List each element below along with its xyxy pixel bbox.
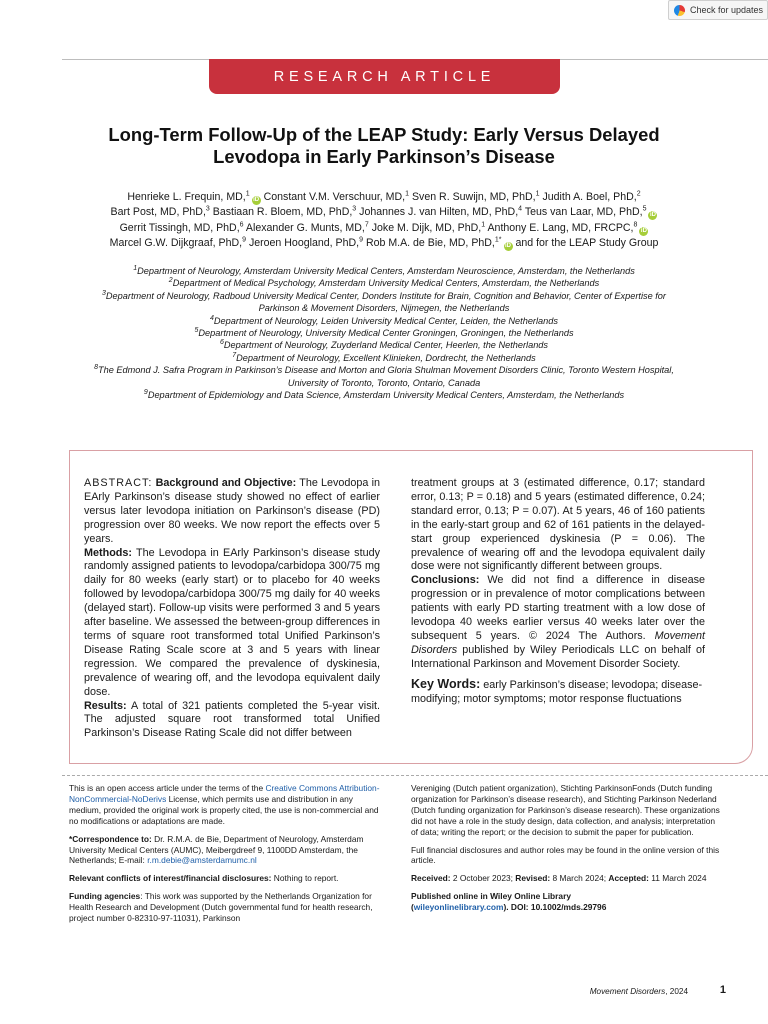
author: Sven R. Suwijn, MD, PhD, [411, 191, 536, 203]
correspondence-heading: *Correspondence to: [69, 833, 152, 844]
check-for-updates-label: Check for updates [690, 5, 764, 15]
conflicts [69, 873, 381, 884]
abstract-background [84, 477, 380, 547]
article-type-banner [209, 59, 560, 94]
conflicts-text: Nothing to report. [273, 873, 339, 884]
publication-info: Published online in Wiley Online Library (wileyonlinelibrary.com). DOI: 10.1002/mds.29796 [411, 891, 607, 913]
author-affil-sup: 3 [352, 205, 357, 213]
methods-text: The Levodopa in EArly Parkinson’s disease study randomly assigned patients to levodopa/carbidopa 300/75 mg daily for 80 weeks (early start) or to placebo for 40 weeks followed by levodopa/carbidopa 300/75 mg daily for 40 weeks (delayed start). Follow-up visits were performed 3 and 5 years after baseline. We assessed the between-group differences in terms of square root transformed total Unified Parkinson’s Disease Rating Scale score at 3 and 5 years with linear regression. We compared the prevalence of dyskinesia, prevalence of wearing off, and the levodopa equivalent daily dose. [84, 546, 380, 698]
page-title [80, 124, 688, 168]
published-text: Published online in Wiley Online Library [411, 891, 572, 902]
affiliation [40, 290, 728, 315]
methods-heading: Methods: [84, 546, 132, 559]
disclosures-note: Full financial disclosures and author roles may be found in the online version of this article. [411, 844, 720, 866]
abstract-right-column [411, 477, 705, 707]
author-affil-sup: 1 [405, 190, 410, 198]
affiliation [40, 327, 728, 339]
affil-text: Department of Neurology, Zuyderland Medical Center, Heerlen, the Netherlands [223, 340, 549, 351]
author: Henrieke L. Frequin, MD, [127, 191, 246, 203]
affil-text: The Edmond J. Safra Program in Parkinson’s Disease and Morton and Gloria Shulman Movement Disorders Clinic, Toronto Western Hospital, [98, 365, 674, 376]
abstract-results [84, 700, 380, 742]
author: Judith A. Boel, PhD, [542, 191, 637, 203]
page-number: 1 [719, 984, 726, 996]
author: Alexander G. Munts, MD, [245, 221, 365, 234]
affil-number: 4 [210, 314, 214, 322]
funding-continued: Vereniging (Dutch patient organization), Stichting ParkinsonFonds (Dutch funding organization for Parkinson’s disease research), and Stichting Parkinson Nederland (Dutch funding organization for Parkinson’s disease research). These organizations did not have a role in the study design, data collection, and analysis; interpretation of data; writing the report; or the decision to submit the paper for publication. [411, 783, 720, 837]
author: Bastiaan R. Bloem, MD, PhD, [212, 206, 353, 219]
affiliation [40, 389, 728, 401]
funding [69, 891, 381, 924]
keywords [411, 678, 705, 707]
affil-text: Department of Neurology, Amsterdam University Medical Centers, Amsterdam Neuroscience, Amsterdam, the Netherlands [137, 266, 635, 276]
affil-text: Department of Medical Psychology, Amsterdam University Medical Centers, Amsterdam, the Netherlands [172, 278, 600, 289]
abstract-left-column [84, 477, 380, 741]
author-affil-sup: 6 [239, 221, 244, 229]
orcid-icon[interactable]: iD [649, 212, 656, 219]
footer-year: , 2024 [665, 987, 688, 996]
author-affil-sup: 1 [481, 221, 486, 229]
background-heading: Background and Objective: [155, 477, 297, 489]
author-affil-sup: 1 [535, 190, 540, 198]
author-affil-sup: 4 [518, 205, 523, 213]
abstract-results-cont: treatment groups at 3 (estimated difference, 0.17; standard error, 0.13; P = 0.18) and 5 years (estimated difference, 0.24; standard error, 0.13; P = 0.07). At 5 years, 46 of 160 patients in the early-start group and 62 of 161 patients in the delayed-start group experienced dyskinesia (P = 0.06). The prevalence of wearing off and the levodopa equivalent daily dose were not significantly different between groups. [411, 477, 705, 573]
footer-journal: Movement Disorders [589, 987, 666, 996]
affil-text: Department of Neurology, Leiden University Medical Center, Leiden, the Netherlands [213, 315, 558, 326]
conclusions-heading: Conclusions: [411, 574, 480, 587]
affil-number: 8 [94, 364, 99, 372]
author-affil-sup: 9 [242, 236, 246, 244]
orcid-icon[interactable]: iD [253, 197, 260, 203]
author-affil-sup: 1* [494, 236, 502, 244]
crossmark-icon [674, 5, 685, 16]
affiliation [40, 315, 728, 327]
author: Constant V.M. Verschuur, MD, [263, 191, 406, 203]
journal-name: Movement Disorders [411, 629, 706, 656]
affil-number: 3 [102, 289, 106, 297]
author: Jeroen Hoogland, PhD, [248, 236, 360, 249]
results-heading: Results: [84, 699, 127, 712]
revised-date: 8 March 2024; [552, 873, 607, 884]
abstract-label: ABSTRACT: [84, 477, 153, 489]
study-group: and for the LEAP Study Group [515, 236, 659, 249]
conclusions-tail: published by Wiley Periodicals LLC on behalf of International Parkinson and Movement Disorder Society. [411, 643, 705, 670]
affil-number: 7 [232, 351, 237, 359]
author: Johannes J. van Hilten, MD, PhD, [359, 206, 519, 219]
oa-text: License, which permits use and distribution in any medium, provided the original work is properly cited, the use is non-commercial and no modifications or adaptations are made. [69, 793, 379, 826]
conclusions-text: We did not find a difference in disease progression or in prevalence of motor complications between patients with early PD starting treatment with a low dose of levodopa 40 weeks earlier versus 40 weeks later over the subsequent 5 years. © 2024 The Authors. [411, 574, 706, 642]
orcid-icon[interactable]: iD [640, 227, 647, 234]
background-text: The Levodopa in EArly Parkinson’s disease study showed no effect of earlier versus later levodopa initiation on Parkinson’s disease (PD) progression over 80 weeks. We now report the effects over 5 years. [84, 477, 380, 545]
received-heading: Received: [411, 873, 451, 884]
author: Bart Post, MD, PhD, [110, 206, 206, 219]
received-date: 2 October 2023; [452, 873, 513, 884]
running-footer [540, 987, 688, 996]
affil-text: Department of Neurology, Radboud University Medical Center, Donders Institute for Brain, Cognition and Behavior, Center of Expertise for [105, 290, 666, 301]
wiley-link[interactable]: wileyonlinelibrary.com [413, 902, 504, 913]
affiliation [40, 277, 728, 289]
banner-label: RESEARCH ARTICLE [273, 68, 496, 85]
accepted-date: 11 March 2024 [651, 873, 707, 884]
author-affil-sup: 3 [205, 205, 210, 213]
abstract-conclusions [411, 574, 705, 671]
affil-number: 9 [143, 389, 148, 396]
keywords-heading: Key Words: [411, 676, 481, 691]
affiliation [40, 265, 728, 277]
oa-text: This is an open access article under the terms of the [69, 783, 264, 793]
affiliations [40, 265, 728, 401]
keywords-text: early Parkinson’s disease; levodopa; disease-modifying; motor symptoms; motor response fluctuations [411, 678, 703, 705]
affiliation [40, 339, 728, 351]
author-affil-sup: 1 [245, 190, 250, 198]
affil-number: 1 [133, 264, 138, 272]
affil-number: 6 [219, 339, 224, 347]
affil-text: University of Toronto, Toronto, Ontario, Canada [287, 377, 481, 388]
affiliation [40, 352, 728, 364]
dates [411, 873, 721, 884]
title-line-1: Long-Term Follow-Up of the LEAP Study: Early Versus Delayed [108, 124, 660, 145]
results-text: A total of 321 patients completed the 5-year visit. The adjusted square root transformed total Unified Parkinson’s Disease Rating Scale did not differ between [84, 699, 380, 740]
author-affil-sup: 5 [642, 205, 647, 213]
conflicts-heading: Relevant conflicts of interest/financial disclosures: [69, 873, 272, 884]
affil-text: Department of Neurology, Excellent Klinieken, Dordrecht, the Netherlands [236, 352, 536, 363]
affil-text: Department of Epidemiology and Data Science, Amsterdam University Medical Centers, Amsterdam, the Netherlands [147, 390, 625, 401]
cc-license-link[interactable]: Creative Commons Attribution-NonCommercial-NoDerivs [69, 783, 380, 804]
author: Anthony E. Lang, MD, FRCPC, [487, 221, 634, 234]
author-list [60, 190, 708, 251]
footnotes-right [411, 783, 721, 920]
doi-text: ). DOI: 10.1002/mds.29796 [503, 902, 607, 913]
author: Teus van Laar, MD, PhD, [524, 206, 643, 219]
check-for-updates-button[interactable] [668, 0, 768, 20]
footer-divider [62, 775, 768, 776]
correspondence-text: Dr. R.M.A. de Bie, Department of Neurology, Amsterdam University Medical Centers (AUMC), Meibergdreef 9, 1100DD Amsterdam, the Netherlands; E-mail: [69, 833, 364, 866]
funding-heading: Funding agencies [69, 891, 141, 902]
affiliation [40, 364, 728, 389]
author-affil-sup: 2 [636, 190, 641, 198]
funding-text: : This work was supported by the Netherlands Organization for Health Research and Development (Dutch governmental fund for health research, project number 0-82310-97-11031), Parkinson [69, 891, 373, 924]
author: Rob M.A. de Bie, MD, PhD, [365, 236, 495, 249]
author: Joke M. Dijk, MD, PhD, [371, 221, 482, 234]
accepted-heading: Accepted: [608, 873, 649, 884]
affil-text: Department of Neurology, University Medical Center Groningen, Groningen, the Netherlands [198, 328, 574, 339]
affil-text: Parkinson & Movement Disorders, Nijmegen, the Netherlands [258, 303, 510, 314]
author-affil-sup: 8 [633, 221, 638, 229]
email-link[interactable]: r.m.debie@amsterdamumc.nl [147, 855, 257, 866]
author-affil-sup: 7 [364, 221, 369, 229]
affil-number: 5 [194, 326, 199, 334]
author-affil-sup: 9 [359, 236, 363, 244]
affil-number: 2 [168, 277, 173, 285]
author: Gerrit Tissingh, MD, PhD, [119, 221, 240, 234]
author: Marcel G.W. Dijkgraaf, PhD, [109, 236, 243, 249]
correspondence [69, 834, 381, 867]
orcid-icon[interactable]: iD [505, 242, 511, 249]
abstract-methods [84, 547, 380, 700]
title-line-2: Levodopa in Early Parkinson’s Disease [213, 146, 555, 167]
footnotes-left [69, 783, 381, 931]
revised-heading: Revised: [515, 873, 551, 884]
open-access-note [69, 783, 381, 827]
